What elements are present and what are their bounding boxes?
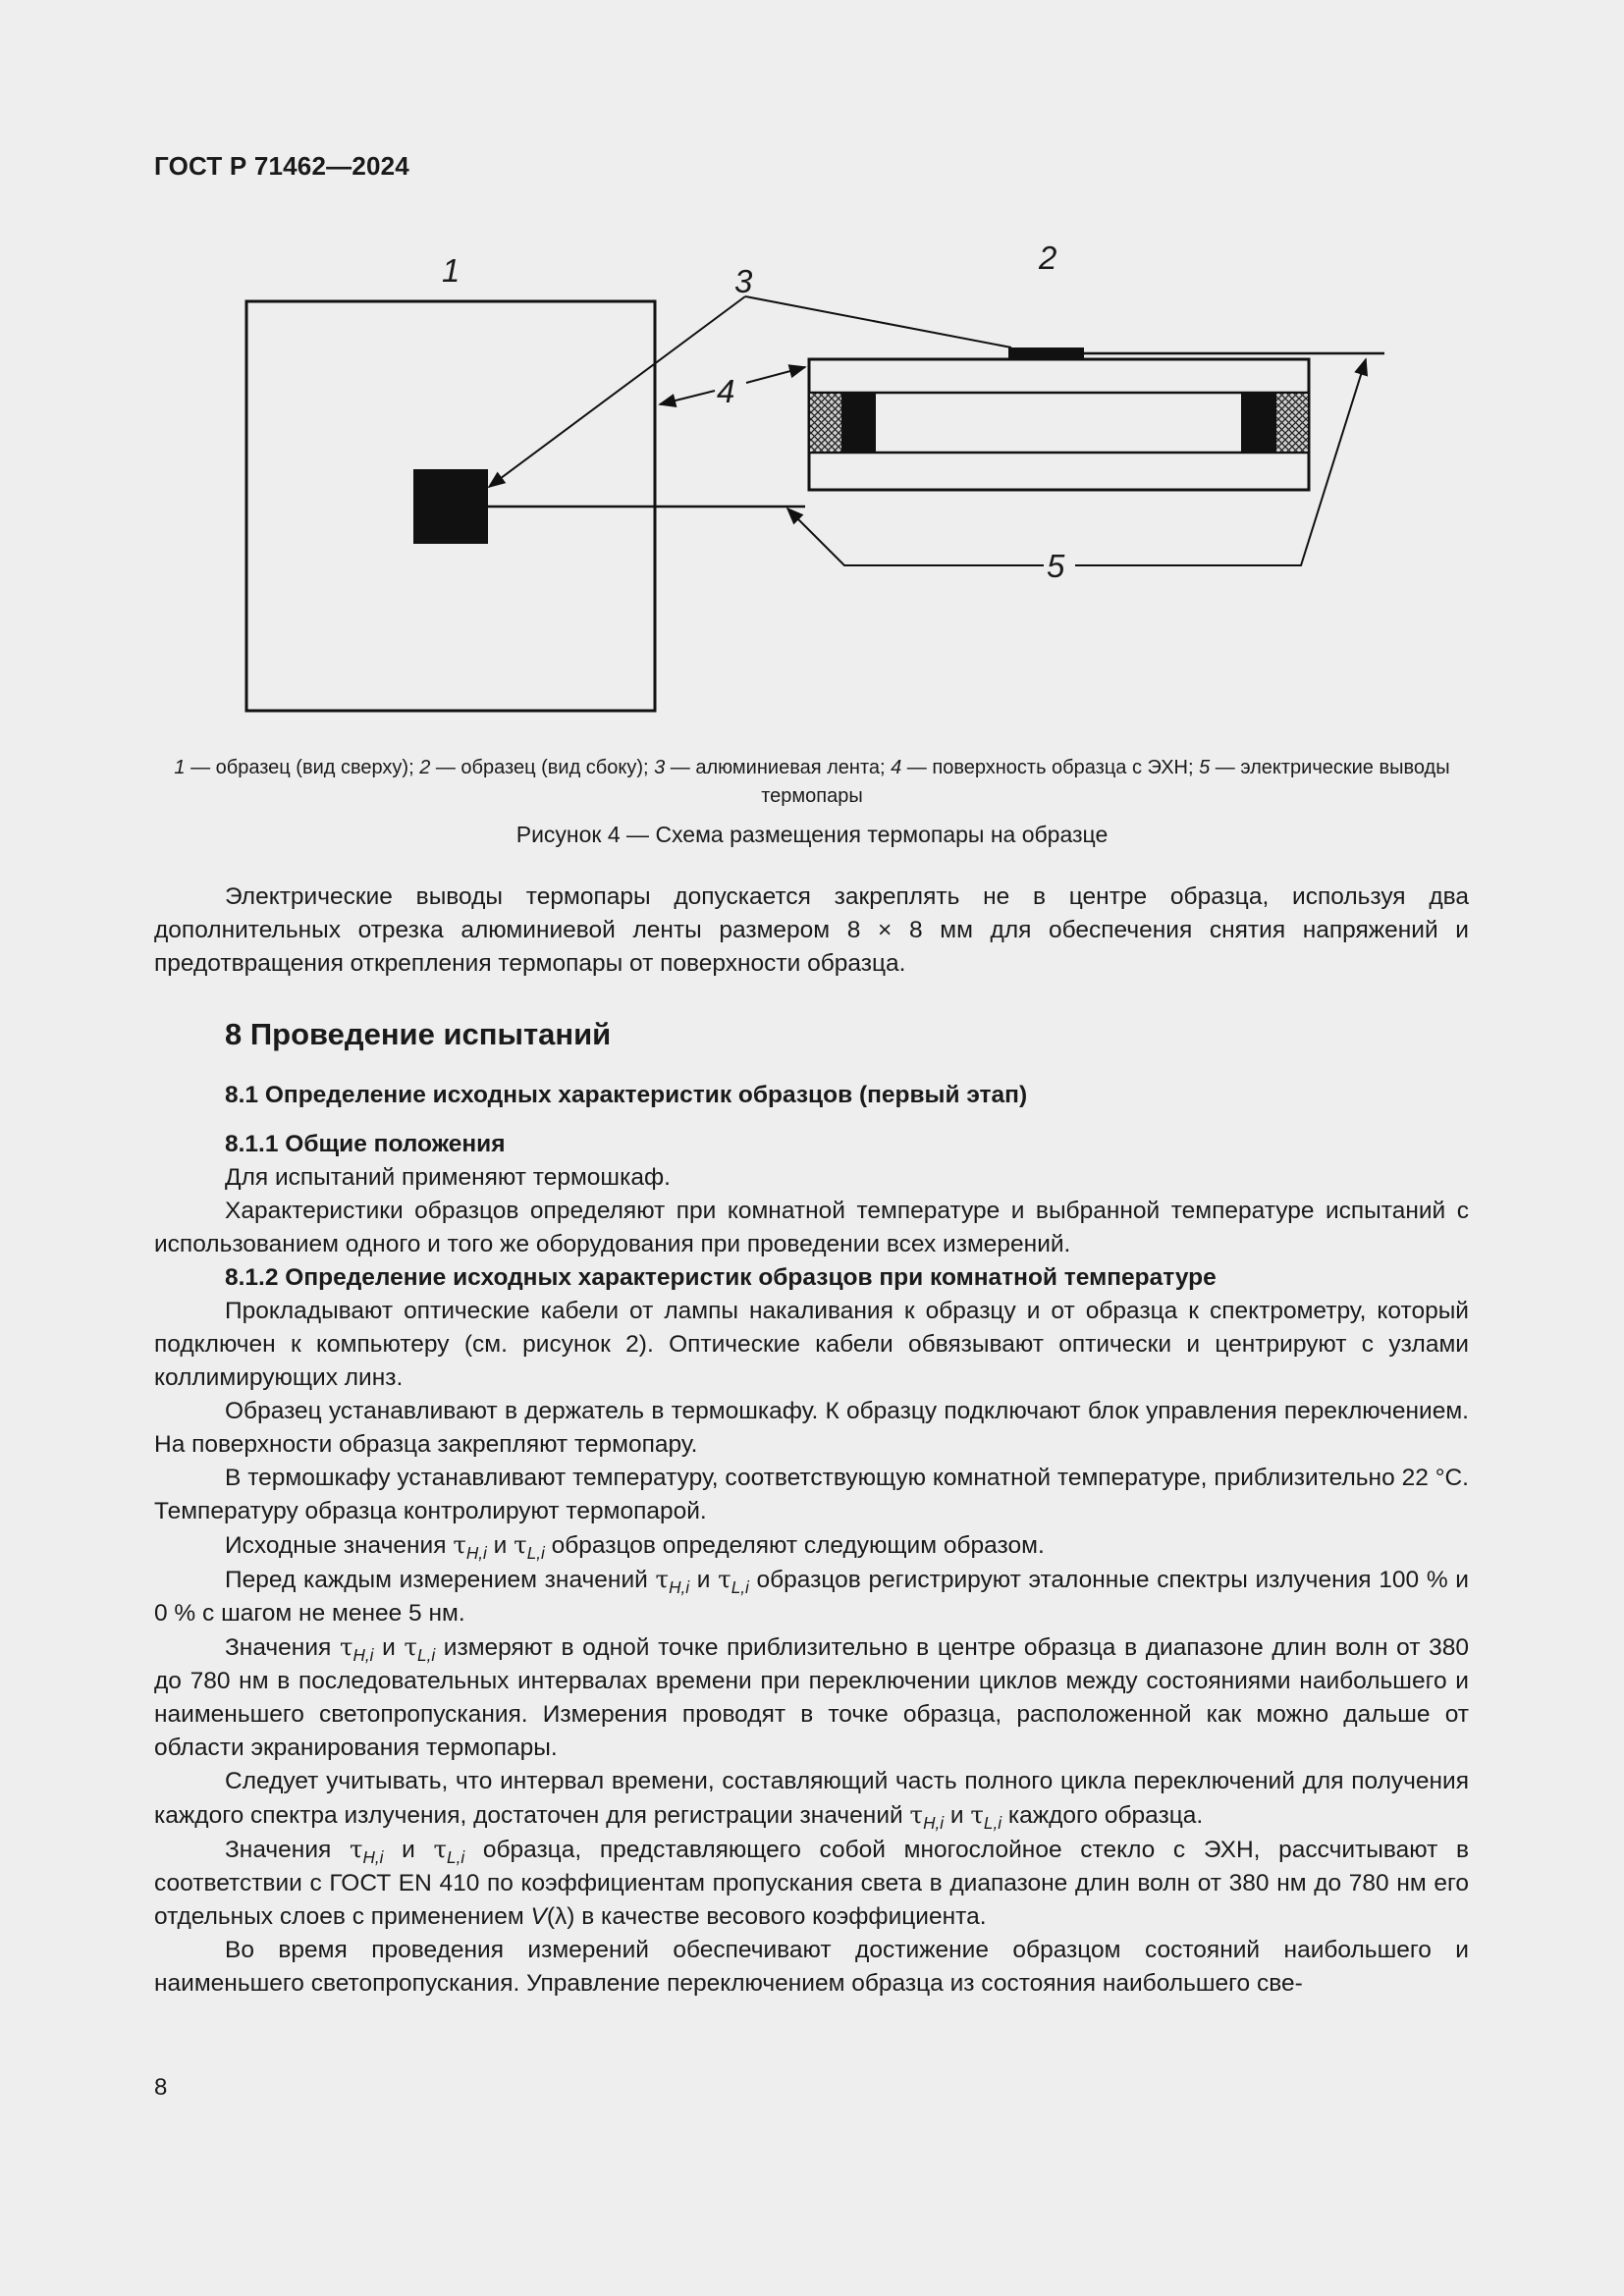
sample-side-view xyxy=(809,359,1309,490)
figure-label-3: 3 xyxy=(734,263,753,299)
paragraph: Образец устанавливают в держатель в термошкафу. К образцу подключают блок управления переключением. На поверхности образца закрепляют термопару. xyxy=(154,1398,1469,1458)
paragraph: Значения $\tau_{H,i}$ и $\tau_{L,i}$ образца, представляющего собой многослойное стекло с ЭХН, рассчитывают в соответствии с ГОСТ EN 410 по коэффициентам пропускания света в диапазоне длин волн от 380 нм до 780 нм его отдельных слоев с применением V(λ) в качестве весового коэффициента. xyxy=(154,1835,1469,1930)
seal-hatch-right xyxy=(1275,393,1309,453)
figure-label-2: 2 xyxy=(1039,240,1057,276)
paragraph: Следует учитывать, что интервал времени, составляющий часть полного цикла переключений для получения каждого спектра излучения, достаточен для регистрации значений $\tau_{H,i}$ и $\tau_{L,i}$ каждого образца. xyxy=(154,1768,1469,1833)
figure-label-4: 4 xyxy=(717,373,735,409)
document-body xyxy=(154,881,1469,2001)
section-heading-8: 8 Проведение испытаний xyxy=(225,1017,612,1051)
figure-label-5: 5 xyxy=(1047,548,1065,584)
figure-4-diagram xyxy=(0,0,1624,746)
section-heading-8-1: 8.1 Определение исходных характеристик образцов (первый этап) xyxy=(225,1082,1028,1108)
figure-legend: 1 — образец (вид сверху); 2 — образец (вид сбоку); 3 — алюминиевая лента; 4 — поверхность образца с ЭХН; 5 — электрические выводы термопары xyxy=(174,757,1450,807)
paragraph: Во время проведения измерений обеспечивают достижение образцом состояний наибольшего и наименьшего светопропускания. Управление переключением образца из состояния наибольшего све- xyxy=(154,1937,1469,1997)
paragraph: Перед каждым измерением значений $\tau_{H,i}$ и $\tau_{L,i}$ образцов регистрируют эталонные спектры излучения 100 % и 0 % с шагом не менее 5 нм. xyxy=(154,1565,1469,1627)
section-heading-8-1-2: 8.1.2 Определение исходных характеристик образцов при комнатной температуре xyxy=(225,1264,1217,1291)
paragraph: Прокладывают оптические кабели от лампы накаливания к образцу и от образца к спектрометру, который подключен к компьютеру (см. рисунок 2). Оптические кабели обвязывают оптически и центрируют с узлами коллимирующих линз. xyxy=(154,1298,1469,1391)
seal-hatch-left xyxy=(809,393,842,453)
aluminium-tape-side xyxy=(1008,347,1084,359)
figure-caption: Рисунок 4 — Схема размещения термопары на образце xyxy=(515,822,1109,847)
section-heading-8-1-1: 8.1.1 Общие положения xyxy=(225,1131,506,1157)
paragraph: Исходные значения $\tau_{H,i}$ и $\tau_{L,i}$ образцов определяют следующим образом. xyxy=(225,1530,1045,1563)
document-header: ГОСТ Р 71462—2024 xyxy=(154,151,409,181)
aluminium-tape-top xyxy=(413,469,488,544)
spacer-left xyxy=(842,393,876,453)
paragraph: В термошкафу устанавливают температуру, соответствующую комнатной температуре, приблизительно 22 °C. Температуру образца контролируют термопарой. xyxy=(154,1465,1469,1524)
paragraph: Электрические выводы термопары допускается закреплять не в центре образца, используя два дополнительных отрезка алюминиевой ленты размером 8 × 8 мм для обеспечения снятия напряжений и предотвращения открепления термопары от поверхности образца. xyxy=(154,883,1469,977)
figure-label-1: 1 xyxy=(442,252,460,289)
spacer-right xyxy=(1241,393,1275,453)
paragraph: Характеристики образцов определяют при комнатной температуре и выбранной температуре испытаний с использованием одного и того же оборудования при проведении всех измерений. xyxy=(154,1198,1469,1257)
paragraph: Для испытаний применяют термошкаф. xyxy=(225,1164,671,1191)
paragraph: Значения $\tau_{H,i}$ и $\tau_{L,i}$ измеряют в одной точке приблизительно в центре образца в диапазоне длин волн от 380 до 780 нм в последовательных интервалах времени при переключении циклов между состояниями наибольшего и наименьшего светопропускания. Измерения проводят в точке образца, расположенной как можно дальше от области экранирования термопары. xyxy=(154,1632,1469,1761)
page-number: 8 xyxy=(154,2074,168,2101)
